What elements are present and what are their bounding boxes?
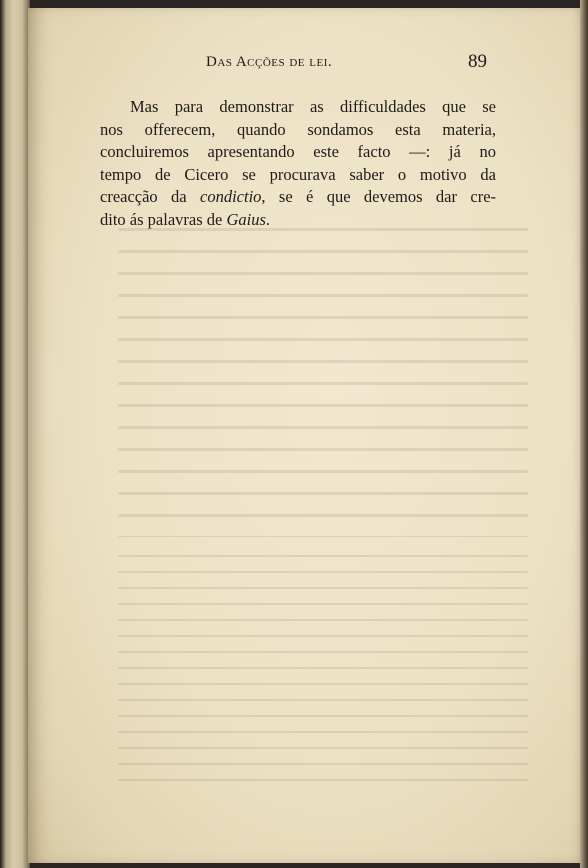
text-run: creacção da <box>100 187 187 206</box>
italic-term: Gaius <box>226 209 266 229</box>
text-line <box>100 186 496 209</box>
book-binding-edge <box>0 0 30 868</box>
running-head <box>28 51 581 78</box>
text-run: . <box>265 209 271 229</box>
page-right-edge <box>580 0 588 868</box>
text-line <box>100 209 496 232</box>
text-line: Mas para demonstrar as difficuldades que se <box>130 97 496 116</box>
body-paragraph <box>100 96 496 231</box>
text-run: dito ás palavras de <box>100 209 223 229</box>
text-line: concluiremos apresentando este facto —: já no <box>100 142 496 161</box>
running-title: Das Acções de lei. <box>206 54 333 70</box>
italic-term: condictio <box>200 187 262 206</box>
reverse-page-show-through <box>118 228 528 798</box>
page-number: 89 <box>468 51 487 72</box>
book-page <box>28 8 581 863</box>
text-line: nos offerecem, quando sondamos esta materia, <box>100 119 496 139</box>
text-run: , se é que devemos dar cre- <box>261 187 497 206</box>
text-line: tempo de Cicero se procurava saber o motivo da <box>100 164 496 184</box>
